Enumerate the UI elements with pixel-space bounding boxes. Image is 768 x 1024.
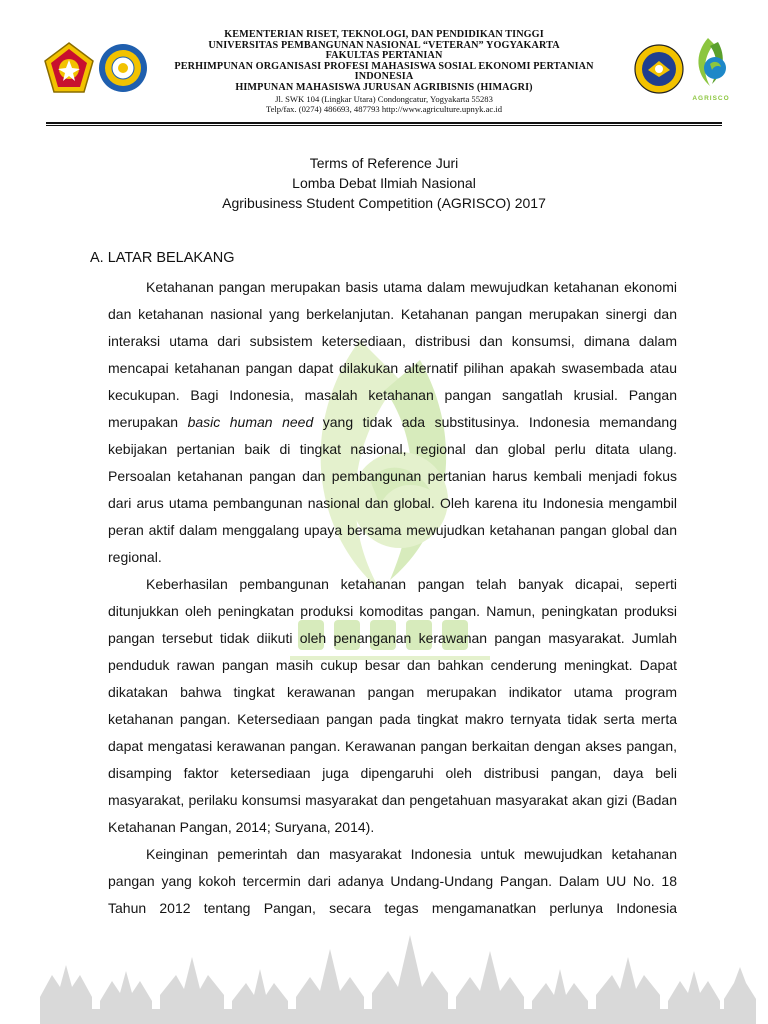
letterhead-address: Jl. SWK 104 (Lingkar Utara) Condongcatur, Yogyakarta 55283 [275, 93, 493, 104]
letterhead-line: KEMENTERIAN RISET, TEKNOLOGI, DAN PENDIDIKAN TINGGI [224, 29, 544, 40]
paragraph-text: yang tidak ada substitusinya. Indonesia memandang kebijakan pertanian baik di tingkat nasional, regional dan global perlu ditata ulang. Persoalan ketahanan pangan dan pembangunan pertanian harus kembali menjadi fokus dari arus utama pembangunan nasional dan global. Oleh karena itu Indonesia mengambil peran aktif dalam menggalang upaya bersama mewujudkan ketahanan pangan global dan regional. [108, 414, 677, 565]
university-logo-icon [44, 42, 94, 94]
title-line-3: Agribusiness Student Competition (AGRISCO) 2017 [222, 195, 546, 211]
letterhead-contact: Telp/fax. (0274) 486693, 487793 http://www.agriculture.upnyk.ac.id [265, 103, 503, 114]
section-heading: A. LATAR BELAKANG [90, 250, 235, 266]
paragraph-text: Ketahanan pangan merupakan basis utama dalam mewujudkan ketahanan ekonomi dan ketahanan nasional yang berkelanjutan. Ketahanan pangan merupakan sinergi dan interaksi utama dari subsistem ketersediaan, distribusi dan konsumsi, dimana dalam mencapai ketahanan pangan dapat dilakukan alternatif pilihan apakah swasembada atau kecukupan. Bagi Indonesia, masalah ketahanan pangan sangatlah krusial. Pangan merupakan [108, 279, 677, 430]
letterhead-line: INDONESIA [354, 71, 414, 83]
letterhead [0, 0, 768, 126]
agrisco-label: AGRISCO [692, 95, 730, 102]
paragraph [108, 571, 677, 841]
paragraph-emphasis: basic human need [187, 414, 314, 430]
body-content [108, 274, 677, 922]
letterhead-line: HIMPUNAN MAHASISWA JURUSAN AGRIBISNIS (HIMAGRI) [235, 81, 533, 93]
title-line-2: Lomba Debat Ilmiah Nasional [292, 175, 476, 191]
himagri-logo-icon [634, 44, 684, 94]
title-line-1: Terms of Reference Juri [309, 155, 459, 171]
paragraph-text: Keinginan pemerintah dan masyarakat Indonesia untuk mewujudkan ketahanan pangan yang kokoh tercermin dari adanya Undang-Undang Pangan. Dalam UU No. 18 Tahun 2012 tentang Pangan, secara tegas mengamanatkan perlunya Indonesia [108, 846, 677, 916]
letterhead-line: UNIVERSITAS PEMBANGUNAN NASIONAL “VETERAN” YOGYAKARTA [208, 39, 560, 51]
paragraph [108, 274, 677, 571]
letterhead-rule-thin [46, 125, 722, 126]
letterhead-line: PERHIMPUNAN ORGANISASI PROFESI MAHASISWA SOSIAL EKONOMI PERTANIAN [174, 60, 594, 72]
temple-skyline-decoration [0, 905, 768, 1024]
letterhead-text [140, 30, 628, 114]
document-title [0, 153, 768, 213]
letterhead-rule [46, 122, 722, 124]
agrisco-logo-icon [688, 34, 734, 104]
letterhead-line: FAKULTAS PERTANIAN [325, 50, 443, 62]
paragraph [108, 841, 677, 922]
paragraph-text: Keberhasilan pembangunan ketahanan pangan telah banyak dicapai, seperti ditunjukkan oleh peningkatan produksi komoditas pangan. Namun, peningkatan produksi pangan tersebut tidak diikuti oleh penanganan kerawanan pangan masyarakat. Jumlah penduduk rawan pangan masih cukup besar dan bahkan cenderung meningkat. Dapat dikatakan bahwa tingkat kerawanan pangan merupakan indikator utama program ketahanan pangan. Ketersediaan pangan pada tingkat makro ternyata tidak serta merta dapat mengatasi kerawanan pangan. Kerawanan pangan berkaitan dengan akses pangan, disamping faktor ketersediaan juga dipengaruhi oleh distribusi pangan, daya beli masyarakat, perilaku konsumsi masyarakat dan pengetahuan masyarakat akan gizi (Badan Ketahanan Pangan, 2014; Suryana, 2014). [108, 576, 677, 835]
